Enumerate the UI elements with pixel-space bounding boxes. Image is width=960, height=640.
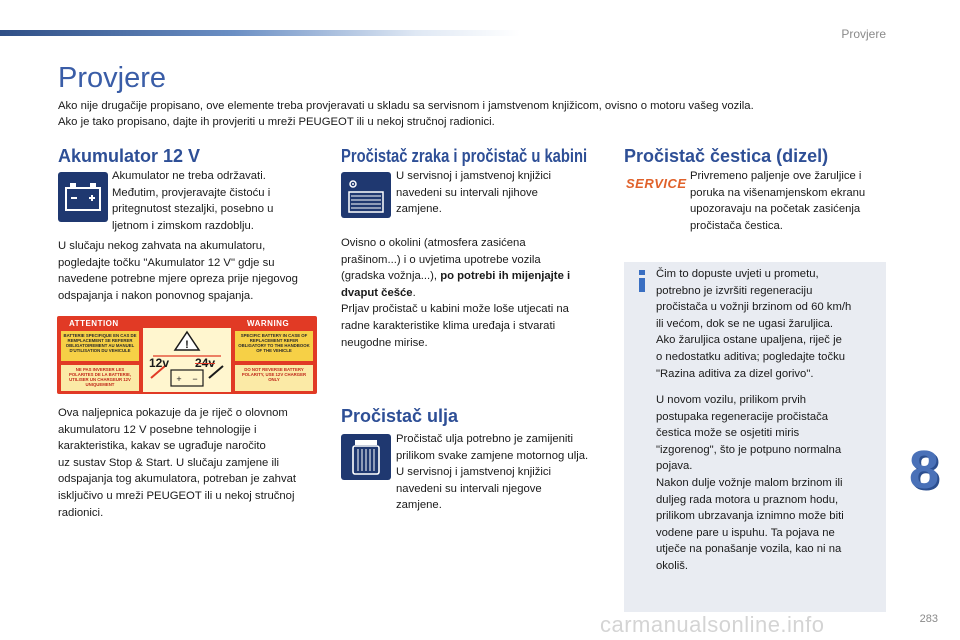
text-line: akumulatoru 12 V posebne tehnologije i (58, 423, 257, 436)
text-line: Prljav pročistač u kabini može loše utjecati na (341, 303, 569, 316)
text-line: potrebno je izvršiti regeneraciju (656, 284, 813, 297)
text-line: navedeni su intervali njihove (396, 186, 538, 199)
air-filter-heading: Pročistač zraka i pročistač u kabini (341, 146, 588, 166)
particle-filter-text (690, 168, 890, 234)
text-line: Međutim, provjeravajte čistoću i (112, 186, 271, 199)
oil-filter-text (396, 431, 606, 514)
label-attention-title: ATTENTION (69, 319, 119, 328)
battery-paragraph (58, 238, 323, 304)
page-number: 283 (919, 613, 938, 625)
text-line: radionici. (58, 506, 104, 519)
text-line: pročistača u vožnji brzinom od 60 km/h (656, 301, 852, 314)
svg-text:−: − (192, 374, 198, 384)
text-line: navedeni su intervali njegove (396, 482, 542, 495)
text-line: prašinom...) i o uvjetima upotrebe vozila (341, 253, 541, 266)
text-bold: po potrebi ih mijenjajte i (440, 270, 571, 283)
text-line: Ako žaruljica ostane upaljena, riječ je (656, 334, 842, 347)
label-right-bottom: DO NOT REVERSE BATTERY POLARITY, USE 12V CHARGER ONLY (235, 365, 313, 391)
text-line: Nakon dulje vožnje malom brzinom ili (656, 476, 843, 489)
text-line: odspajanja tog akumulatora, potreban je zahvat (58, 473, 297, 486)
text-line: "izgorenog", što je potpuno normalna (656, 443, 842, 456)
text-line: utječe na ponašanje vozila, kao ni na (656, 543, 842, 556)
svg-text:+: + (176, 374, 182, 384)
info-icon (634, 268, 650, 294)
label-left-top: BATTERIE SPECIFIQUE EN CAS DE REMPLACEMENT SE REFERER OBLIGATOIREMENT AU MANUEL D'UTILISATION DU VEHICULE (61, 331, 139, 361)
text-line: ljetnom i zimskom razdoblju. (112, 219, 254, 232)
text-span: . (412, 286, 416, 299)
text-line: uz sustav Stop & Start. U slučaju zamjene ili (58, 456, 280, 469)
oil-filter-icon (341, 434, 391, 480)
air-filter-paragraph (341, 235, 606, 351)
label-warning-title: WARNING (247, 319, 290, 328)
text-line: postupaka regeneracije pročistača (656, 410, 829, 423)
text-line: karakteristika, kakav se ugrađuje naročito (58, 440, 266, 453)
intro-line: Ako nije drugačije propisano, ove elemente treba provjeravati u skladu sa servisnom i jamstvenom knjižicom, ovisno o motoru vašeg vozila. (58, 100, 754, 112)
particle-filter-heading: Pročistač čestica (dizel) (624, 146, 829, 166)
watermark: carmanualsonline.info (600, 612, 825, 637)
intro-line: Ako je tako propisano, dajte ih provjeriti u mreži PEUGEOT ili u nekoj stručnoj radionici. (58, 116, 495, 128)
text-line: upozoravaju na početak zasićenja (690, 203, 861, 216)
header-gradient-bar (0, 30, 520, 36)
text-bold: dvaput češće (341, 286, 413, 299)
text-line: ili većom, dok se ne ugasi žaruljica. (656, 317, 834, 330)
label-24v: 24v (195, 356, 216, 370)
text-line: zamjene. (396, 499, 442, 512)
intro-text (58, 98, 858, 130)
text-line: navedene potrebne mjere opreza prije njegovog (58, 273, 298, 286)
text-line: pritegnutost stezaljki, posebno u (112, 203, 274, 216)
text-line: isključivo u mreži PEUGEOT ili u nekoj stručnoj (58, 489, 295, 502)
info-text-new-vehicle (656, 392, 882, 575)
text-line: zamjene. (396, 203, 442, 216)
text-line: Ova naljepnica pokazuje da je riječ o olovnom (58, 407, 288, 419)
air-filter-icon (341, 172, 391, 218)
chapter-number: 8 (908, 440, 940, 500)
text-line: radne karakteristike klima uređaja i stvarati (341, 319, 556, 332)
page-title: Provjere (58, 62, 166, 94)
text-line: U novom vozilu, prilikom prvih (656, 394, 807, 406)
battery-text (112, 168, 322, 234)
text-line: U slučaju nekog zahvata na akumulatoru, (58, 240, 266, 252)
info-text-regeneration (656, 266, 882, 382)
svg-text:!: ! (185, 339, 189, 351)
text-line: Akumulator ne treba održavati. (112, 170, 266, 182)
text-line (341, 268, 606, 285)
text-line: U servisnoj i jamstvenoj knjižici (396, 170, 552, 182)
text-line: neugodne mirise. (341, 336, 428, 349)
text-line: odspajanja i nakon ponovnog spajanja. (58, 289, 254, 302)
battery-warning-label (57, 316, 317, 394)
battery-icon (58, 172, 108, 222)
text-line: čestica može se osjetiti miris (656, 427, 800, 440)
text-line: duljeg rada motora u praznom hodu, (656, 493, 839, 506)
text-line: Čim to dopuste uvjeti u prometu, (656, 268, 819, 280)
battery-label-paragraph (58, 405, 323, 521)
text-line: Privremeno paljenje ove žaruljice i (690, 170, 862, 182)
label-center (143, 328, 231, 392)
text-line: prilikom ubrzavanja iznimno može biti (656, 510, 844, 523)
text-line: Pročistač ulja potrebno je zamijeniti (396, 433, 574, 445)
text-line: pogledajte točku "Akumulator 12 V" gdje su (58, 256, 275, 269)
air-filter-text (396, 168, 596, 218)
service-warning-icon: SERVICE (626, 176, 687, 191)
text-line: pročistača čestica. (690, 219, 783, 232)
text-line: okoliš. (656, 559, 689, 572)
text-line: "Razina aditiva za dizel gorivo". (656, 367, 814, 380)
battery-heading: Akumulator 12 V (58, 146, 201, 166)
label-right-top: SPECIFIC BATTERY IN CASE OF REPLACEMENT REFER OBLIGATORY TO THE HANDBOOK OF THE VEHICLE (235, 331, 313, 361)
text-span: (gradska vožnja...), (341, 270, 441, 283)
text-line (341, 285, 606, 302)
label-left-bottom: NE PAS INVERSER LES POLARITES DE LA BATTERIE, UTILISER UN CHARGEUR 12V UNIQUEMENT (61, 365, 139, 391)
text-line: vodene pare u ispuhu. Ta pojava ne (656, 526, 835, 539)
text-line: prilikom svake zamjene motornog ulja. (396, 449, 589, 462)
text-line: o nedostatku aditiva; pogledajte točku (656, 350, 846, 363)
text-line: pojava. (656, 460, 693, 473)
text-line: poruka na višenamjenskom ekranu (690, 186, 866, 199)
oil-filter-heading: Pročistač ulja (341, 406, 459, 426)
section-label: Provjere (841, 27, 886, 41)
text-line: Ovisno o okolini (atmosfera zasićena (341, 237, 526, 249)
label-12v: 12v (149, 356, 170, 370)
text-line: U servisnoj i jamstvenoj knjižici (396, 466, 552, 479)
